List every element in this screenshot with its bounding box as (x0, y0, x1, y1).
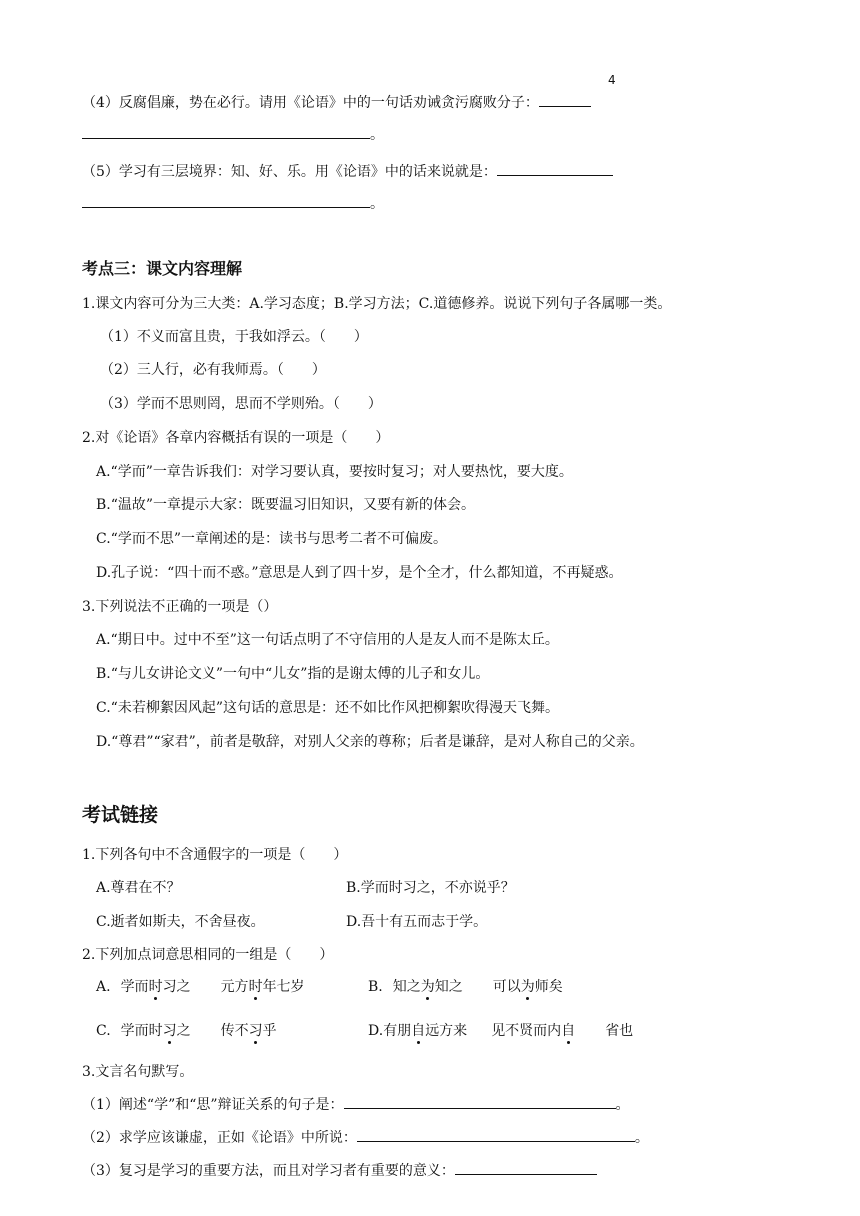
punctuation: 。 (634, 1130, 649, 1146)
option: A.“期日中。过中不至”这一句话点明了不守信用的人是友人而不是陈太丘。 (96, 632, 559, 648)
option: B.“与儿女讲论文义”一句中“儿女”指的是谢太傅的儿子和女儿。 (96, 666, 490, 682)
phrase: 学而 (120, 979, 149, 995)
question-4-line2 (82, 124, 384, 145)
question-stem: 1.下列各句中不含通假字的一项是（ ） (82, 847, 348, 863)
question-5-line2 (82, 193, 384, 214)
question-stem: 3.下列说法不正确的一项是（） (82, 599, 278, 615)
fill-in-item (82, 1094, 630, 1115)
question-stem: 1.课文内容可分为三大类：A.学习态度；B.学习方法；C.道德修养。说说下列句子各属哪一类。 (82, 296, 672, 312)
question-4 (82, 92, 591, 113)
option: C.逝者如斯夫，不舍昼夜。 (96, 914, 265, 930)
option: D.孔子说：“四十而不惑。”意思是人到了四十岁，是个全才，什么都知道，不再疑惑。 (96, 565, 623, 581)
fill-in-item (82, 1127, 649, 1148)
phrase: 远方来 (425, 1023, 468, 1039)
option-label: A. (96, 979, 111, 995)
phrase: 见不贤而内 (491, 1023, 562, 1039)
dotted-character: 习 (162, 1023, 177, 1039)
question-4-text: （4）反腐倡廉，势在必行。请用《论语》中的一句话劝诫贪污腐败分子： (82, 95, 539, 111)
punctuation: 。 (370, 196, 384, 212)
question-5-text: （5）学习有三层境界：知、好、乐。用《论语》中的话来说就是： (82, 164, 497, 180)
list-item: （1）不义而富且贵，于我如浮云。（ ） (100, 329, 368, 345)
phrase: 传不 (220, 1023, 249, 1039)
dotted-character: 为 (520, 979, 535, 995)
section-title: 考试链接 (82, 804, 159, 826)
option: A.“学而”一章告诉我们：对学习要认真，要按时复习；对人要热忱，要大度。 (96, 464, 573, 480)
question-5 (82, 161, 613, 182)
phrase: 师矣 (534, 979, 563, 995)
dotted-character: 自 (411, 1023, 426, 1039)
option: B.学而时习之，不亦说乎？ (346, 880, 515, 896)
option: D.“尊君”“家君”，前者是敬辞，对别人父亲的尊称；后者是谦辞，是对人称自己的父亲。 (96, 734, 644, 750)
answer-blank[interactable] (539, 92, 591, 107)
option-label: D. (368, 1023, 384, 1039)
phrase: 知之 (392, 979, 421, 995)
list-item: （3）学而不思则罔，思而不学则殆。（ ） (100, 396, 382, 412)
dotted-character: 为 (420, 979, 435, 995)
option-label: C. (96, 1023, 111, 1039)
option: B.“温故”一章提示大家：既要温习旧知识，又要有新的体会。 (96, 497, 476, 513)
phrase: 学而时 (120, 1023, 163, 1039)
fill-in-item (82, 1160, 597, 1181)
option-label: B. (368, 979, 383, 995)
phrase: 习之 (162, 979, 191, 995)
dotted-character: 时 (248, 979, 263, 995)
answer-blank[interactable] (344, 1094, 616, 1109)
phrase: 元方 (220, 979, 249, 995)
answer-blank[interactable] (357, 1127, 635, 1142)
option (368, 977, 563, 997)
phrase: 之 (176, 1023, 191, 1039)
phrase: 可以 (492, 979, 521, 995)
option: C.“学而不思”一章阐述的是：读书与思考二者不可偏废。 (96, 531, 447, 547)
punctuation: 。 (615, 1097, 630, 1113)
fill-in-text: （2）求学应该谦虚，正如《论语》中所说： (82, 1130, 357, 1146)
dotted-character: 习 (248, 1023, 263, 1039)
phrase: 知之 (434, 979, 463, 995)
option: D.吾十有五而志于学。 (346, 914, 488, 930)
phrase: 有朋 (383, 1023, 412, 1039)
answer-blank[interactable] (82, 193, 370, 208)
list-item: （2）三人行，必有我师焉。（ ） (100, 362, 326, 378)
dotted-character: 自 (561, 1023, 576, 1039)
section-title: 考点三：课文内容理解 (82, 259, 243, 278)
question-stem: 2.对《论语》各章内容概括有误的一项是（ ） (82, 430, 390, 446)
option (96, 977, 305, 997)
phrase: 乎 (262, 1023, 277, 1039)
option (368, 1021, 633, 1041)
option: A.尊君在不？ (96, 880, 181, 896)
question-stem: 2.下列加点词意思相同的一组是（ ） (82, 947, 334, 963)
phrase: 省也 (605, 1023, 634, 1039)
page-number: 4 (608, 73, 616, 87)
fill-in-text: （3）复习是学习的重要方法，而且对学习者有重要的意义： (82, 1163, 455, 1179)
phrase: 年七岁 (262, 979, 305, 995)
option (96, 1021, 277, 1041)
question-stem: 3.文言名句默写。 (82, 1064, 194, 1080)
answer-blank[interactable] (455, 1160, 597, 1175)
option: C.“未若柳絮因风起”这句话的意思是：还不如比作风把柳絮吹得漫天飞舞。 (96, 700, 559, 716)
answer-blank[interactable] (497, 161, 613, 176)
fill-in-text: （1）阐述“学”和“思”辩证关系的句子是： (82, 1097, 344, 1113)
dotted-character: 时 (148, 979, 163, 995)
punctuation: 。 (370, 127, 384, 143)
answer-blank[interactable] (82, 124, 370, 139)
